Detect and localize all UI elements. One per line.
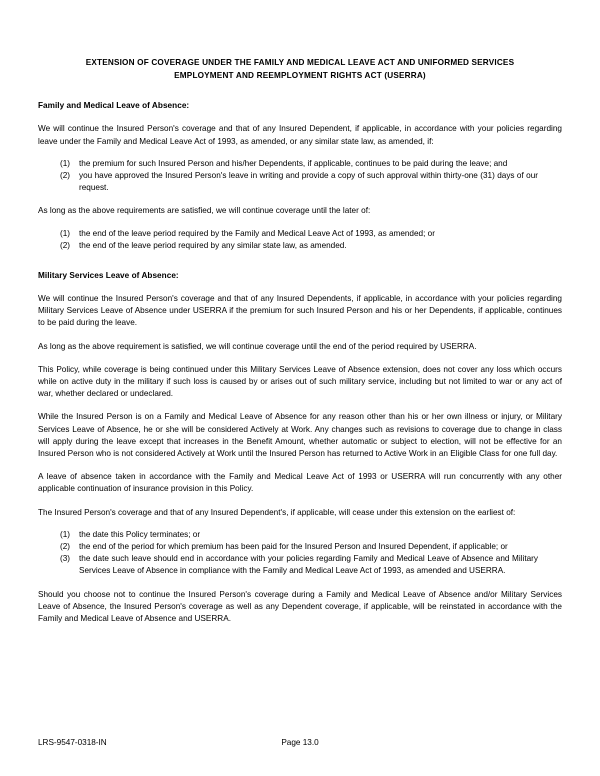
- section-heading-military-services-leave: Military Services Leave of Absence:: [38, 271, 179, 281]
- page-footer: [38, 737, 562, 751]
- list-item-text: the premium for such Insured Person and his/her Dependents, if applicable, continues to be paid during the leave; and: [79, 158, 508, 168]
- paragraph-military-intro: We will continue the Insured Person's coverage and that of any Insured Dependents, if applicable, in accordance with your policies regarding Military Services Leave of Absence under USERRA if the premium for such Insured Person and his or her Dependents, if applicable, continues to be paid during the leave.: [38, 294, 562, 328]
- paragraph-military-duration: As long as the above requirement is satisfied, we will continue coverage until the end of the period required by USERRA.: [38, 341, 477, 351]
- list-marker: (2): [60, 171, 71, 181]
- list-item-text: the date this Policy terminates; or: [79, 529, 201, 539]
- document-content: [38, 56, 562, 625]
- list-marker: (1): [60, 158, 71, 168]
- list-item-text: the end of the leave period required by any similar state law, as amended.: [79, 240, 347, 250]
- footer-page-number: Page 13.0: [281, 738, 319, 747]
- document-title-line-1: EXTENSION OF COVERAGE UNDER THE FAMILY AND MEDICAL LEAVE ACT AND UNIFORMED SERVICES: [85, 58, 515, 67]
- list-item: [60, 170, 538, 194]
- footer-form-number: LRS-9547-0318-IN: [38, 738, 107, 747]
- paragraph-reinstatement: Should you choose not to continue the Insured Person's coverage during a Family and Medical Leave of Absence and/or Military Services Leave of Absence, the Insured Person's coverage as well as any Dependent coverage, if applicable, will be reinstated in accordance with the Family and Medical Leave of Absence and USERRA.: [38, 589, 562, 624]
- paragraph-military-exclusion: This Policy, while coverage is being continued under this Military Services Leave of Absence extension, does not cover any loss which occurs while on active duty in the military if such loss is caused by or arises out of such military service, including but not limited to war or any act of war, whether declared or undeclared.: [38, 364, 562, 399]
- paragraph-fmla-intro: We will continue the Insured Person's coverage and that of any Insured Dependent, if applicable, in accordance with your policies regarding leave under the Family and Medical Leave Act of 1993, as amended, or any similar state law, as amended, if:: [38, 124, 562, 146]
- section-heading-family-medical-leave: Family and Medical Leave of Absence:: [38, 101, 190, 111]
- list-item: [60, 553, 538, 577]
- list-item-text: the date such leave should end in accordance with your policies regarding Family and Medical Leave of Absence and Military Services Leave of Absence in compliance with the Family and Medical Leave Act of 1993, as amended and USERRA.: [79, 554, 538, 576]
- list-marker: (2): [60, 240, 71, 250]
- list-marker: (1): [60, 228, 71, 238]
- list-item: [60, 158, 538, 170]
- list-fmla-conditions: [60, 158, 538, 195]
- document-title: [38, 56, 562, 82]
- paragraph-cessation-intro: The Insured Person's coverage and that of any Insured Dependent's, if applicable, will cease under this extension on the earliest of:: [38, 507, 516, 517]
- document-title-line-2: EMPLOYMENT AND REEMPLOYMENT RIGHTS ACT (USERRA): [174, 71, 426, 81]
- paragraph-fmla-duration-intro: As long as the above requirements are satisfied, we will continue coverage until the later of:: [38, 206, 371, 216]
- paragraph-actively-at-work: While the Insured Person is on a Family and Medical Leave of Absence for any reason other than his or her own illness or injury, or Military Services Leave of Absence, he or she will be considered Actively at Work. Any changes such as revisions to coverage due to change in class will apply during the leave except that increases in the Benefit Amount, whether automatic or subject to election, will not be effective for an Insured Person who is not considered Actively at Work until the Insured Person has returned to Active Work in an Eligible Class for one full day.: [38, 412, 562, 459]
- list-marker: (2): [60, 542, 71, 552]
- list-item: [60, 529, 538, 541]
- list-item-text: the end of the period for which premium has been paid for the Insured Person and Insured Dependent, if applicable; or: [79, 542, 508, 552]
- paragraph-concurrency: A leave of absence taken in accordance with the Family and Medical Leave Act of 1993 or USERRA will run concurrently with any other applicable continuation of insurance provision in this Policy.: [38, 472, 562, 494]
- list-item: [60, 240, 538, 252]
- list-item: [60, 228, 538, 240]
- list-item: [60, 541, 538, 553]
- list-cessation-events: [60, 529, 538, 578]
- list-fmla-duration: [60, 228, 538, 252]
- list-marker: (3): [60, 554, 71, 564]
- list-item-text: you have approved the Insured Person's leave in writing and provide a copy of such approval within thirty-one (31) days of our request.: [79, 171, 538, 193]
- list-marker: (1): [60, 529, 71, 539]
- list-item-text: the end of the leave period required by the Family and Medical Leave Act of 1993, as amended; or: [79, 228, 435, 238]
